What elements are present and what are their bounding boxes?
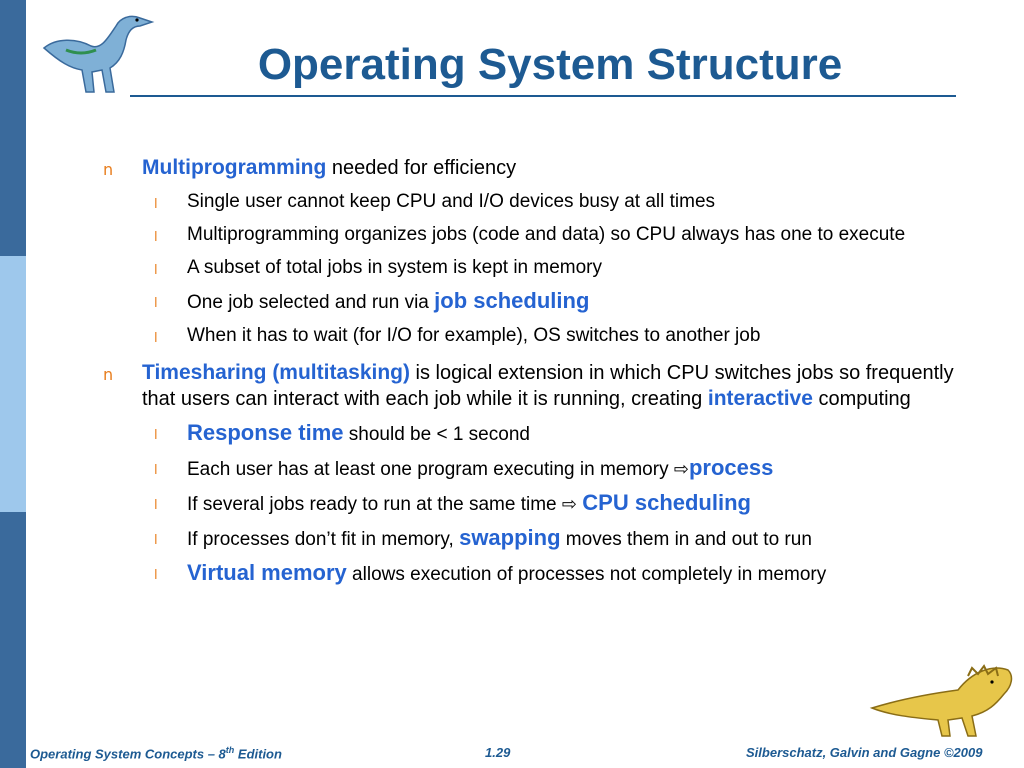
subbullet-text: If processes don’t fit in memory, bbox=[187, 529, 460, 550]
bullet-marker: l bbox=[154, 197, 158, 212]
bullet-marker: n bbox=[103, 160, 114, 179]
bullet-multiprogramming bbox=[100, 155, 980, 181]
subbullet bbox=[100, 455, 967, 482]
subbullet-text: If several jobs ready to run at the same time bbox=[187, 494, 562, 515]
subbullet bbox=[100, 490, 967, 517]
footer-authors: Silberschatz, Galvin and Gagne ©2009 bbox=[746, 745, 983, 760]
page-title: Operating System Structure bbox=[257, 40, 843, 89]
keyword-cpu-scheduling: CPU scheduling bbox=[582, 490, 751, 515]
subbullet-text: allows execution of processes not completely in memory bbox=[346, 564, 827, 585]
bullet-marker: l bbox=[154, 230, 158, 245]
subbullet-text: Single user cannot keep CPU and I/O devices busy at all times bbox=[187, 191, 716, 212]
bullet-marker: n bbox=[103, 365, 114, 384]
bullet-text: is logical extension in which CPU switches jobs so frequently that users can interact with each job while it is running, creating bbox=[142, 362, 954, 410]
bullet-marker: l bbox=[154, 331, 158, 346]
bullet-text: computing bbox=[812, 388, 911, 410]
subbullet bbox=[100, 189, 967, 214]
dinosaur-icon bbox=[868, 660, 1018, 740]
sidebar-stripe-middle bbox=[0, 256, 26, 512]
subbullet-text: When it has to wait (for I/O for example), OS switches to another job bbox=[187, 325, 761, 346]
bullet-text: needed for efficiency bbox=[326, 157, 517, 179]
bullet-timesharing bbox=[100, 360, 980, 412]
keyword-interactive: interactive bbox=[707, 387, 813, 410]
subbullet bbox=[100, 288, 967, 315]
keyword-process: process bbox=[688, 455, 774, 480]
sidebar-stripe-bottom bbox=[0, 512, 26, 768]
subbullet bbox=[100, 255, 967, 280]
subbullet-text: A subset of total jobs in system is kept in memory bbox=[187, 257, 603, 278]
dinosaur-icon bbox=[36, 8, 156, 98]
subbullet bbox=[100, 323, 967, 348]
bullet-list bbox=[100, 155, 980, 587]
keyword-multiprogramming: Multiprogramming bbox=[142, 156, 327, 179]
subbullet bbox=[100, 560, 967, 587]
sidebar-stripe-top bbox=[0, 0, 26, 256]
bullet-marker: l bbox=[154, 263, 158, 278]
bullet-marker: l bbox=[154, 533, 158, 548]
bullet-marker: l bbox=[154, 296, 158, 311]
keyword-job-scheduling: job scheduling bbox=[434, 288, 590, 313]
keyword-virtual-memory: Virtual memory bbox=[187, 560, 347, 585]
right-arrow-icon: ⇨ bbox=[673, 459, 689, 480]
subbullet-text: moves them in and out to run bbox=[560, 529, 812, 550]
title-divider bbox=[130, 95, 956, 97]
bullet-marker: l bbox=[154, 463, 158, 478]
keyword-swapping: swapping bbox=[459, 525, 561, 550]
subbullet bbox=[100, 525, 967, 552]
right-arrow-icon: ⇨ bbox=[561, 494, 577, 515]
bullet-marker: l bbox=[154, 428, 158, 443]
keyword-response-time: Response time bbox=[187, 420, 344, 445]
subbullet-text: Each user has at least one program executing in memory bbox=[187, 459, 674, 480]
subbullet-text: should be < 1 second bbox=[343, 424, 530, 445]
footer-page-number: 1.29 bbox=[485, 745, 511, 760]
subbullet-text: One job selected and run via bbox=[187, 292, 435, 313]
bullet-marker: l bbox=[154, 568, 158, 583]
subbullet-text: Multiprogramming organizes jobs (code and data) so CPU always has one to execute bbox=[187, 224, 906, 245]
subbullet bbox=[100, 420, 967, 447]
keyword-timesharing: Timesharing (multitasking) bbox=[142, 361, 410, 384]
footer-book-title: Operating System Concepts – 8th Edition bbox=[30, 745, 282, 762]
bullet-marker: l bbox=[154, 498, 158, 513]
subbullet bbox=[100, 222, 967, 247]
